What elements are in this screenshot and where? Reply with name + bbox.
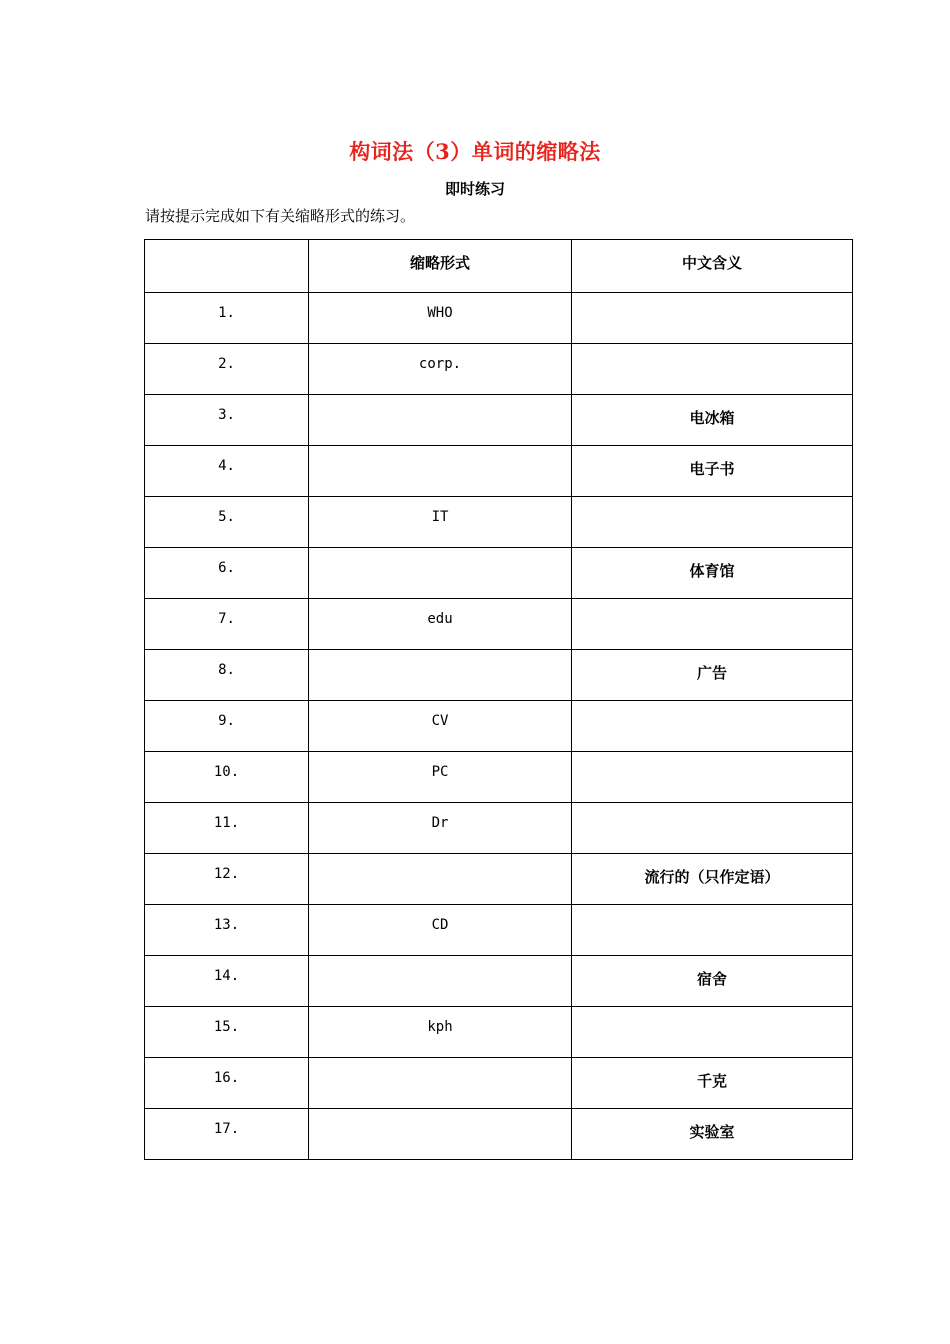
row-number: 12. [145,854,309,905]
row-number: 7. [145,599,309,650]
table-row [145,1058,853,1109]
meaning-cell [572,905,853,956]
row-number: 17. [145,1109,309,1160]
abbreviation-cell: IT [309,497,572,548]
meaning-cell [572,1007,853,1058]
meaning-cell: 体育馆 [572,548,853,599]
abbreviation-cell [309,1109,572,1160]
abbreviation-cell: CD [309,905,572,956]
header-number [145,240,309,293]
table-row [145,905,853,956]
row-number: 9. [145,701,309,752]
abbreviation-cell: Dr [309,803,572,854]
table-header-row [145,240,853,293]
row-number: 2. [145,344,309,395]
abbreviation-cell [309,548,572,599]
row-number: 13. [145,905,309,956]
meaning-cell: 电子书 [572,446,853,497]
meaning-cell [572,599,853,650]
abbreviation-table [144,239,853,1160]
table-row [145,701,853,752]
meaning-cell [572,344,853,395]
meaning-cell: 实验室 [572,1109,853,1160]
table-row [145,854,853,905]
row-number: 6. [145,548,309,599]
meaning-cell: 千克 [572,1058,853,1109]
table-row [145,803,853,854]
row-number: 15. [145,1007,309,1058]
row-number: 16. [145,1058,309,1109]
section-subtitle: 即时练习 [444,180,505,198]
table-row [145,548,853,599]
table-row [145,293,853,344]
row-number: 11. [145,803,309,854]
abbreviation-cell [309,854,572,905]
abbreviation-cell [309,446,572,497]
abbreviation-cell: edu [309,599,572,650]
table-body [145,293,853,1160]
meaning-cell: 流行的（只作定语） [572,854,853,905]
row-number: 4. [145,446,309,497]
abbreviation-cell [309,956,572,1007]
abbreviation-cell: WHO [309,293,572,344]
meaning-cell: 宿舍 [572,956,853,1007]
meaning-cell [572,803,853,854]
table-row [145,497,853,548]
abbreviation-cell [309,395,572,446]
row-number: 3. [145,395,309,446]
meaning-cell: 广告 [572,650,853,701]
meaning-cell: 电冰箱 [572,395,853,446]
row-number: 8. [145,650,309,701]
row-number: 5. [145,497,309,548]
abbreviation-cell: kph [309,1007,572,1058]
header-abbreviation: 缩略形式 [309,240,572,293]
table-row [145,752,853,803]
table-row [145,446,853,497]
row-number: 10. [145,752,309,803]
row-number: 14. [145,956,309,1007]
abbreviation-cell: CV [309,701,572,752]
row-number: 1. [145,293,309,344]
document-title: 构词法（3）单词的缩略法 [349,139,601,164]
abbreviation-cell: corp. [309,344,572,395]
table-row [145,1109,853,1160]
table-row [145,599,853,650]
table-row [145,956,853,1007]
meaning-cell [572,701,853,752]
meaning-cell [572,293,853,344]
abbreviation-cell [309,650,572,701]
instruction-text: 请按提示完成如下有关缩略形式的练习。 [145,207,416,225]
table-row [145,650,853,701]
table-row [145,395,853,446]
meaning-cell [572,497,853,548]
table-row [145,1007,853,1058]
abbreviation-cell [309,1058,572,1109]
table-row [145,344,853,395]
header-meaning: 中文含义 [572,240,853,293]
meaning-cell [572,752,853,803]
abbreviation-cell: PC [309,752,572,803]
